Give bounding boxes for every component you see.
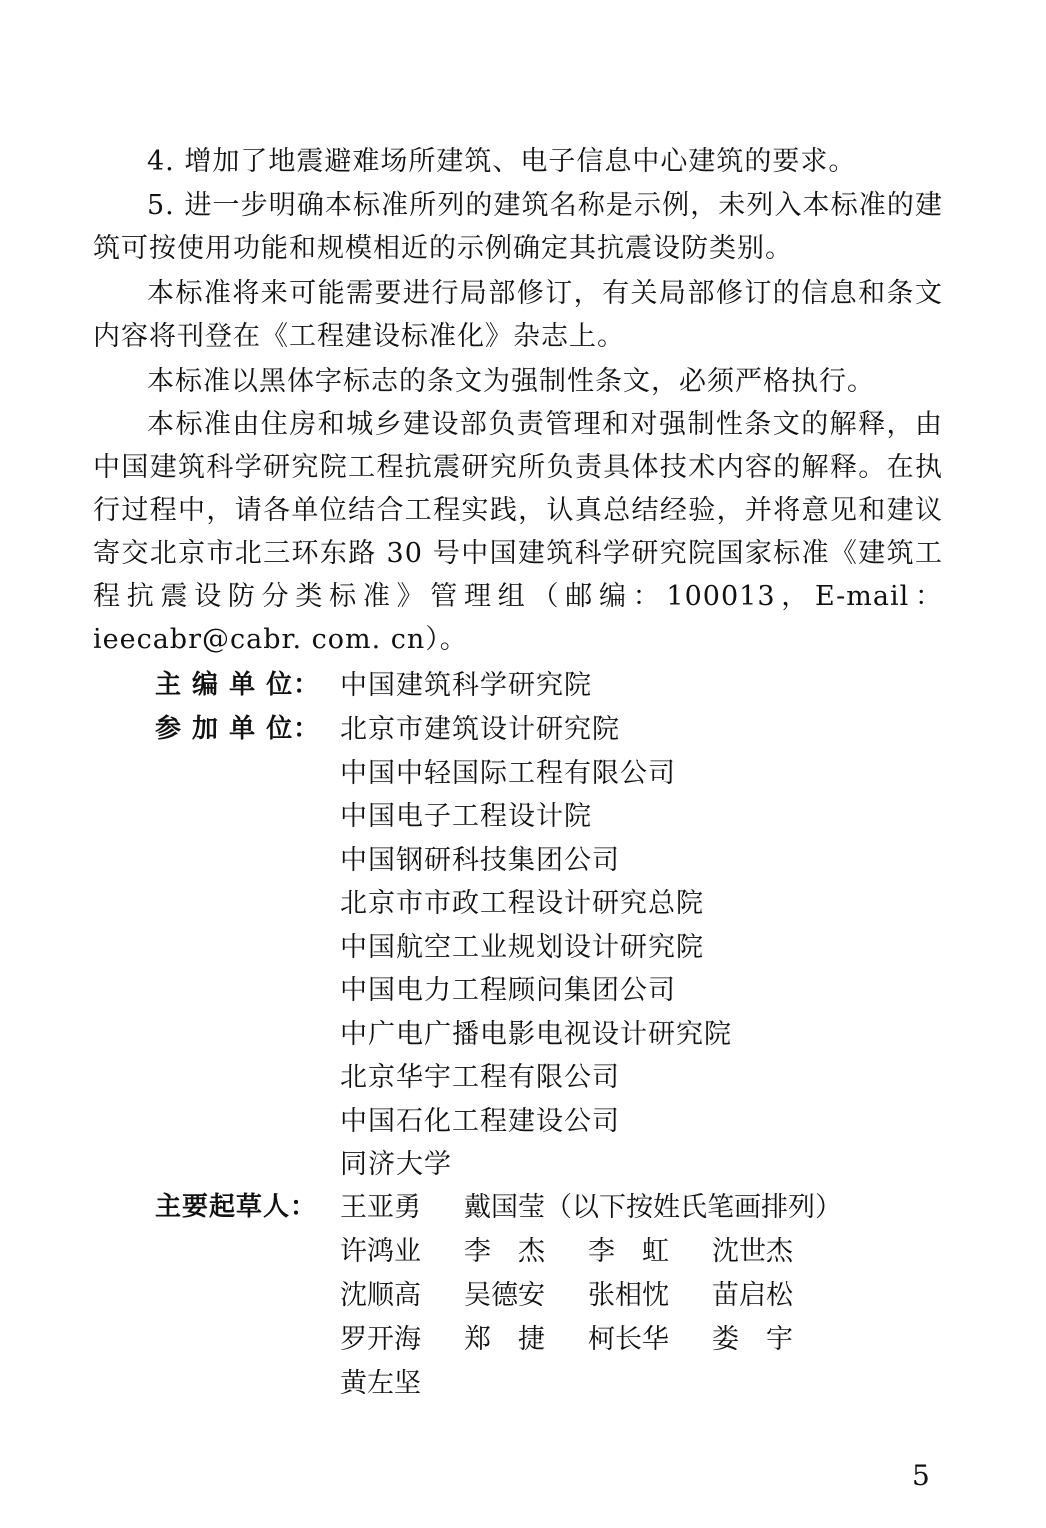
page-number: 5 bbox=[912, 1459, 930, 1492]
drafter-name: 娄 宇 bbox=[712, 1324, 793, 1355]
management-paragraph: 本标准由住房和城乡建设部负责管理和对强制性条文的解释，由中国建筑科学研究院工程抗震研究所负责具体技术内容的解释。在执行过程中，请各单位结合工程实践，认真总结经验，并将意见和建议寄交北京市北三环东路 30 号中国建筑科学研究院国家标准《建筑工程抗震设防分类标准》管理组（邮编：100013，E-mail：ieecabr@cabr. com. cn）。 bbox=[93, 409, 943, 655]
list-item: 北京市建筑设计研究院 bbox=[340, 714, 620, 745]
drafter-name: 张相忱 bbox=[588, 1280, 669, 1311]
list-item: 中国中轻国际工程有限公司 bbox=[340, 757, 676, 789]
list-item: 中广电广播电影电视设计研究院 bbox=[340, 1018, 732, 1050]
drafter-name: 王亚勇 bbox=[340, 1192, 421, 1223]
drafter-name: 李 虹 bbox=[588, 1236, 669, 1267]
drafters-label: 主要起草人： bbox=[155, 1192, 318, 1222]
drafter-name: 郑 捷 bbox=[464, 1324, 545, 1355]
chief-editor-unit: 中国建筑科学研究院 bbox=[340, 670, 592, 701]
list-item: 中国钢研科技集团公司 bbox=[340, 844, 620, 876]
list-item: 中国石化工程建设公司 bbox=[340, 1105, 620, 1137]
drafter-name: 许鸿业 bbox=[340, 1236, 421, 1267]
revision-item-5: 5. 进一步明确本标准所列的建筑名称是示例，未列入本标准的建筑可按使用功能和规模相近的示例确定其抗震设防类别。 bbox=[93, 190, 943, 264]
drafter-name: 黄左坚 bbox=[340, 1368, 421, 1399]
drafters-row bbox=[340, 1230, 842, 1274]
drafter-name: 沈世杰 bbox=[712, 1236, 793, 1267]
partial-revision-paragraph: 本标准将来可能需要进行局部修订，有关局部修订的信息和条文内容将刊登在《工程建设标准化》杂志上。 bbox=[93, 278, 943, 352]
drafter-name: 吴德安 bbox=[464, 1280, 545, 1311]
list-item: 中国航空工业规划设计研究院 bbox=[340, 931, 704, 963]
drafters-list bbox=[340, 1186, 842, 1406]
list-item: 北京华宇工程有限公司 bbox=[340, 1062, 620, 1093]
mandatory-clauses-paragraph: 本标准以黑体字标志的条文为强制性条文，必须严格执行。 bbox=[147, 366, 875, 397]
drafters-row bbox=[340, 1362, 842, 1406]
drafters-row bbox=[340, 1274, 842, 1318]
list-item: 中国电力工程顾问集团公司 bbox=[340, 975, 676, 1006]
drafter-name: 李 杰 bbox=[464, 1236, 545, 1267]
drafter-name: 沈顺高 bbox=[340, 1280, 421, 1311]
list-item: 同济大学 bbox=[340, 1149, 452, 1180]
drafters-row bbox=[340, 1318, 842, 1362]
drafter-name: 戴国莹 bbox=[464, 1192, 545, 1223]
list-item: 中国电子工程设计院 bbox=[340, 801, 592, 832]
drafter-name: 罗开海 bbox=[340, 1324, 421, 1355]
drafter-name: 苗启松 bbox=[712, 1280, 793, 1311]
revision-item-4: 4. 增加了地震避难场所建筑、电子信息中心建筑的要求。 bbox=[147, 146, 857, 177]
drafter-name: 柯长华 bbox=[588, 1324, 669, 1355]
list-item: 北京市市政工程设计研究总院 bbox=[340, 888, 704, 919]
chief-editor-label: 主 编 单 位： bbox=[155, 670, 321, 700]
participant-units-list bbox=[340, 708, 940, 1187]
drafters-row bbox=[340, 1186, 842, 1230]
drafters-order-note: （以下按姓氏笔画排列） bbox=[545, 1192, 842, 1223]
participants-label: 参 加 单 位： bbox=[155, 714, 321, 744]
